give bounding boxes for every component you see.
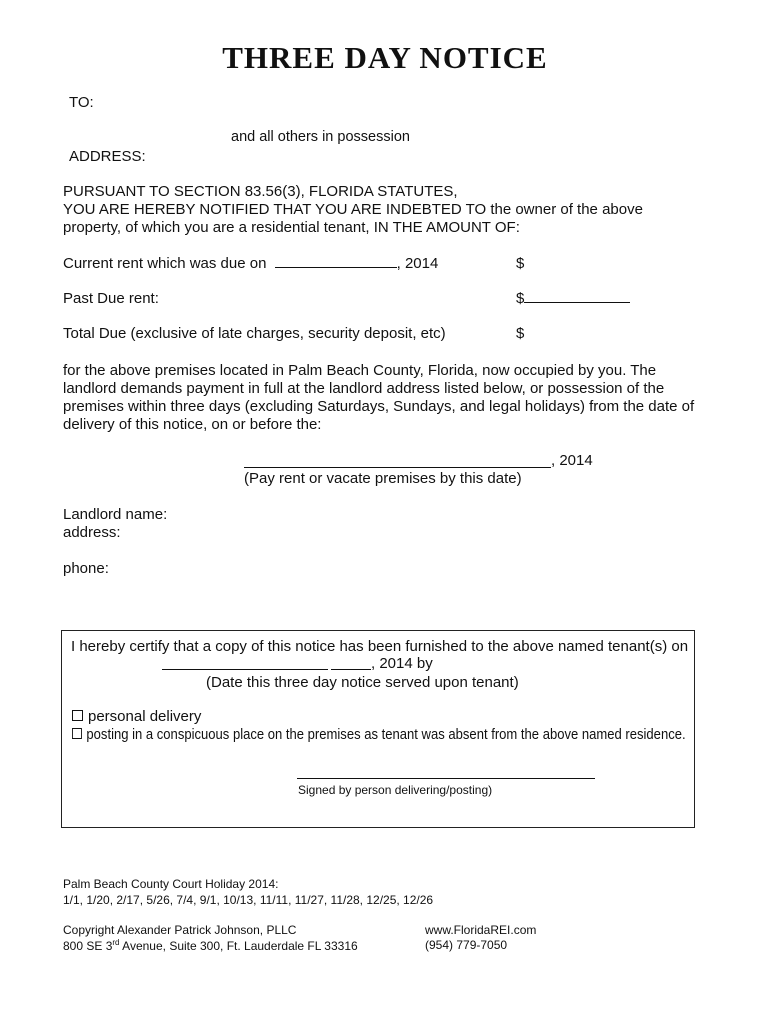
landlord-phone-label: phone:	[63, 560, 109, 577]
past-due-amount-blank	[524, 290, 630, 303]
pursuant-line-3: property, of which you are a residential tenant, IN THE AMOUNT OF:	[63, 219, 520, 236]
landlord-name-label: Landlord name:	[63, 506, 168, 523]
footer-phone: (954) 779-7050	[425, 938, 508, 952]
certificate-year: , 2014 by	[371, 655, 433, 672]
footer-address	[63, 938, 358, 953]
pursuant-line-2: YOU ARE HEREBY NOTIFIED THAT YOU ARE INDEBTED TO the owner of the above	[63, 201, 643, 218]
posting-label: posting in a conspicuous place on the premises as tenant was absent from the above named residence.	[86, 727, 686, 743]
current-rent-label: Current rent which was due on	[63, 255, 267, 272]
holiday-heading: Palm Beach County Court Holiday 2014:	[63, 877, 279, 891]
option-personal-delivery[interactable]	[72, 708, 201, 725]
landlord-address-label: address:	[63, 524, 121, 541]
holiday-dates: 1/1, 1/20, 2/17, 5/26, 7/4, 9/1, 10/13, 11/11, 11/27, 11/28, 12/25, 12/26	[63, 893, 434, 907]
total-due-currency: $	[516, 325, 525, 342]
premises-line-3: premises within three days (excluding Saturdays, Sundays, and legal holidays) from the date of	[63, 398, 695, 415]
footer-address-end: Avenue, Suite 300, Ft. Lauderdale FL 33316	[119, 939, 358, 953]
deadline-date-line	[244, 467, 551, 468]
certificate-caption: (Date this three day notice served upon tenant)	[206, 674, 519, 691]
certificate-line-1: I hereby certify that a copy of this notice has been furnished to the above named tenant(s) on	[71, 638, 689, 655]
personal-delivery-checkbox[interactable]	[72, 710, 83, 721]
footer-address-start: 800 SE 3	[63, 939, 113, 953]
certificate-date-line-2	[331, 669, 371, 670]
premises-line-4: delivery of this notice, on or before the:	[63, 416, 322, 433]
current-rent-date-blank	[275, 255, 397, 268]
current-rent-currency: $	[516, 255, 525, 272]
all-others-text: and all others in possession	[231, 129, 410, 145]
past-due-currency: $	[516, 290, 525, 307]
premises-line-1: for the above premises located in Palm Beach County, Florida, now occupied by you. The	[63, 362, 657, 379]
signature-line	[297, 778, 595, 779]
certificate-date-line-1	[162, 669, 328, 670]
current-rent-row	[63, 255, 438, 272]
option-posting[interactable]	[72, 727, 686, 743]
past-due-label: Past Due rent:	[63, 290, 159, 307]
current-rent-year: , 2014	[396, 255, 439, 272]
document-title: THREE DAY NOTICE	[222, 40, 548, 75]
total-due-label: Total Due (exclusive of late charges, security deposit, etc)	[63, 325, 446, 342]
deadline-caption: (Pay rent or vacate premises by this date)	[244, 470, 522, 487]
posting-checkbox[interactable]	[72, 728, 82, 739]
copyright-text: Copyright Alexander Patrick Johnson, PLLC	[63, 923, 297, 937]
personal-delivery-label: personal delivery	[88, 708, 202, 725]
address-label: ADDRESS:	[69, 148, 146, 165]
premises-line-2: landlord demands payment in full at the landlord address listed below, or possession of the	[63, 380, 665, 397]
footer-address-ordinal: rd	[112, 938, 120, 947]
past-due-amount-row	[516, 290, 630, 307]
deadline-year: , 2014	[551, 452, 593, 469]
to-label: TO:	[69, 94, 94, 111]
signature-caption: Signed by person delivering/posting)	[298, 783, 493, 797]
footer-website[interactable]: www.FloridaREI.com	[425, 923, 537, 937]
pursuant-line-1: PURSUANT TO SECTION 83.56(3), FLORIDA STATUTES,	[63, 183, 458, 200]
